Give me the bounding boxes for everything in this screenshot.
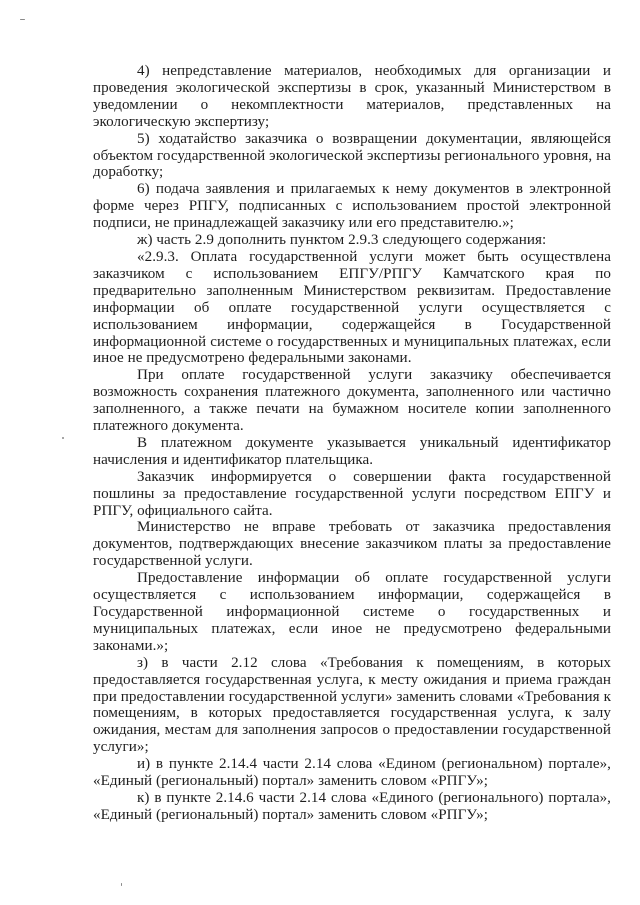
paragraph-payment-information: Предоставление информации об оплате государственной услуги осуществляется с использованием информации, содержащейся в Государственной информационной системе о государственных и муниципальных платежах, если иное не предусмотрено федеральными законами.»; <box>93 570 611 654</box>
paragraph-item-4: 4) непредставление материалов, необходимых для организации и проведения экологической экспертизы в срок, указанный Министерством в уведомлении о некомплектности материалов, представленных на экологическую экспертизу; <box>93 63 611 130</box>
paragraph-payment-saving: При оплате государственной услуги заказчику обеспечивается возможность сохранения платежного документа, заполненного или частично заполненного, а также печати на бумажном носителе копии заполненного платежного документа. <box>93 367 611 435</box>
scan-speck-left-margin <box>62 437 64 439</box>
paragraph-item-5: 5) ходатайство заказчика о возвращении документации, являющейся объектом государственной экологической экспертизы регионального уровня, на доработку; <box>93 130 611 181</box>
paragraph-amendment-i: и) в пункте 2.14.4 части 2.14 слова «Едином (региональном) портале», «Единый (региональный) портал» заменить словом «РПГУ»; <box>93 756 611 790</box>
paragraph-item-6: 6) подача заявления и прилагаемых к нему документов в электронной форме через РПГУ, подписанных с использованием простой электронной подписи, не принадлежащей заказчику или его представителю.»; <box>93 181 611 232</box>
paragraph-clause-2-9-3: «2.9.3. Оплата государственной услуги может быть осуществлена заказчиком с использованием ЕПГУ/РПГУ Камчатского края по предварительно заполненным Министерством реквизитам. Предоставление информации об оплате государственной услуги осуществляется с использованием информации, содержащейся в Государственной информационной системе о государственных и муниципальных платежах, если иное не предусмотрено федеральными законами. <box>93 248 611 367</box>
paragraph-ministry-rights: Министерство не вправе требовать от заказчика предоставления документов, подтверждающих внесение заказчиком платы за предоставление государственной услуги. <box>93 519 611 570</box>
document-page <box>93 63 611 824</box>
paragraph-payment-identifier: В платежном документе указывается уникальный идентификатор начисления и идентификатор плательщика. <box>93 434 611 468</box>
paragraph-customer-informed: Заказчик информируется о совершении факта государственной пошлины за предоставление государственной услуги посредством ЕПГУ и РПГУ, официального сайта. <box>93 468 611 519</box>
scan-speck-top-left <box>20 19 25 20</box>
paragraph-amendment-z: з) в части 2.12 слова «Требования к помещениям, в которых предоставляется государственная услуга, к месту ожидания и приема граждан при предоставлении государственной услуги» заменить словами «Требования к помещениям, в которых предоставляется государственная услуга, к залу ожидания, местам для заполнения запросов о предоставлении государственной услуги»; <box>93 654 611 756</box>
paragraph-amendment-k: к) в пункте 2.14.6 части 2.14 слова «Единого (регионального) портала», «Единый (региональный) портал» заменить словом «РПГУ»; <box>93 789 611 823</box>
scan-speck-bottom <box>121 883 122 886</box>
paragraph-amendment-zh: ж) часть 2.9 дополнить пунктом 2.9.3 следующего содержания: <box>137 232 547 249</box>
